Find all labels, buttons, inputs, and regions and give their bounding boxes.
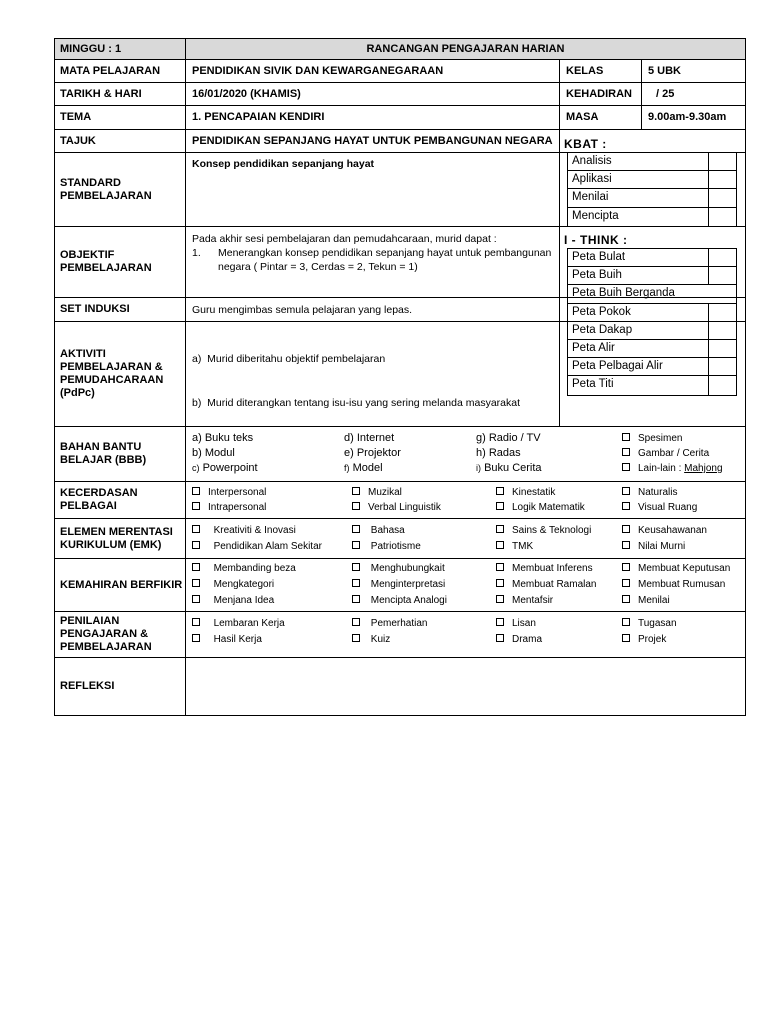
bbb-option-powerpoint: [192, 461, 258, 476]
option-label: Naturalis: [638, 487, 678, 498]
aktiviti-line: b) Murid diterangkan tentang isu-isu yang sering melanda masyarakat: [192, 396, 521, 409]
mata-pelajaran-value-cell: [185, 60, 559, 82]
bbb-option-label: Buku teks: [204, 432, 254, 444]
option-label: Menginterpretasi: [370, 579, 446, 590]
tajuk-value-cell: [185, 130, 559, 152]
aktiviti-label-line-2: PEMBELAJARAN &: [60, 361, 163, 373]
checkbox[interactable]: [496, 618, 504, 626]
checkbox[interactable]: [192, 563, 200, 571]
checkbox[interactable]: [352, 541, 360, 549]
option-naturalis[interactable]: [622, 485, 677, 500]
ithink-item-label: Peta Dakap: [572, 323, 633, 336]
mata-pelajaran-label: [55, 60, 185, 82]
option-label: Kinestatik: [512, 487, 556, 498]
kbat-item-label: Mencipta: [572, 209, 619, 222]
set-induksi-label: [55, 298, 185, 321]
bbb-option-letter: i): [476, 463, 481, 473]
option-label: Tugasan: [638, 618, 677, 629]
penilaian-label-line-2: PENGAJARAN &: [60, 628, 149, 640]
refleksi-label-text: REFLEKSI: [60, 680, 115, 692]
option-label: Mengkategori: [213, 579, 275, 590]
kbat-tick-box[interactable]: [708, 153, 736, 170]
standard-label-line-1: STANDARD: [60, 176, 121, 189]
ithink-tick-box[interactable]: [708, 304, 736, 321]
bbb-label: [55, 427, 185, 481]
option-tugasan[interactable]: [622, 616, 677, 631]
checkbox[interactable]: [622, 595, 630, 603]
bbb-option-model: [344, 461, 401, 476]
option-patriotisme[interactable]: [352, 539, 421, 554]
bbb-option-letter: f): [344, 463, 350, 473]
objektif-item-line-1: Menerangkan konsep pendidikan sepanjang hayat untuk pembangunan: [218, 247, 552, 259]
option-nilai-murni[interactable]: [622, 539, 685, 554]
option-label: Membuat Keputusan: [638, 563, 731, 574]
ithink-tick-box[interactable]: [708, 267, 736, 284]
checkbox[interactable]: [496, 487, 504, 495]
aktiviti-label-line-4: (PdPc): [60, 387, 95, 399]
checkbox[interactable]: [622, 618, 630, 626]
checkbox[interactable]: [622, 563, 630, 571]
set-induksi-label-text: SET INDUKSI: [60, 303, 130, 315]
checkbox[interactable]: [622, 525, 630, 533]
tajuk-label-text: TAJUK: [60, 134, 96, 147]
option-label: Sains & Teknologi: [512, 525, 592, 536]
checkbox[interactable]: [622, 634, 630, 642]
checkbox[interactable]: [352, 502, 360, 510]
option-label: Menghubungkait: [370, 563, 445, 574]
mata-pelajaran-label-text: MATA PELAJARAN: [60, 64, 161, 77]
mata-pelajaran-row: [55, 60, 745, 83]
option-label: Kuiz: [370, 634, 391, 645]
ithink-item-label: Peta Titi: [572, 378, 614, 391]
checkbox[interactable]: [622, 433, 630, 441]
bbb-option-label: Buku Cerita: [484, 462, 542, 474]
aktiviti-label: [55, 322, 185, 426]
option-verbal-linguistik[interactable]: [352, 500, 441, 515]
option-label: Spesimen: [638, 433, 683, 444]
kecerdasan-label-line-1: KECERDASAN: [60, 487, 138, 499]
set-induksi-value: Guru mengimbas semula pelajaran yang lepas.: [192, 303, 413, 316]
bbb-option-modul: [192, 446, 258, 461]
tema-value: 1. PENCAPAIAN KENDIRI: [192, 111, 325, 123]
kemahiran-label-text: KEMAHIRAN BERFIKIR: [60, 578, 183, 591]
kbat-item-label: Menilai: [572, 191, 609, 204]
bbb-option-letter: g): [476, 432, 486, 444]
emk-options: [185, 519, 745, 558]
aktiviti-label-line-3: PEMUDAHCARAAN: [60, 374, 164, 386]
ithink-item-peta-titi[interactable]: [568, 376, 736, 394]
checkbox[interactable]: [496, 541, 504, 549]
option-bahasa[interactable]: [352, 523, 405, 538]
checkbox[interactable]: [192, 595, 200, 603]
checkbox[interactable]: [352, 525, 360, 533]
ithink-tick-box[interactable]: [708, 358, 736, 375]
kehadiran-label: KEHADIRAN: [566, 87, 632, 100]
tarikh-value-cell: [185, 83, 559, 105]
checkbox[interactable]: [192, 541, 200, 549]
ithink-item-peta-dakap[interactable]: [568, 322, 736, 340]
ithink-item-label: Peta Bulat: [572, 251, 626, 263]
bbb-option-radio-tv: [476, 431, 542, 446]
emk-label-line-2: KURIKULUM (EMK): [60, 538, 162, 551]
bbb-option-internet: [344, 431, 401, 446]
option-mengkategori[interactable]: [192, 577, 274, 592]
checkbox[interactable]: [192, 487, 200, 495]
emk-label-line-1: ELEMEN MERENTASI: [60, 525, 173, 538]
option-logik-matematik[interactable]: [496, 500, 585, 515]
objektif-item-number: 1.: [192, 247, 201, 259]
header-row: [55, 39, 745, 60]
objektif-item: [192, 246, 553, 274]
option-label: Pendidikan Alam Sekitar: [213, 541, 322, 552]
bbb-label-line-1: BAHAN BANTU: [60, 441, 142, 453]
option-label: Membuat Inferens: [512, 563, 593, 574]
kbat-item-aplikasi[interactable]: [568, 171, 736, 189]
standard-label-line-2: PEMBELAJARAN: [60, 189, 152, 202]
tema-value-cell: [185, 106, 559, 129]
ithink-item-peta-buih-berganda[interactable]: [568, 285, 736, 303]
option-menjana-idea[interactable]: [192, 593, 274, 608]
bbb-col-1: [192, 431, 258, 476]
option-lisan[interactable]: [496, 616, 536, 631]
option-lembaran-kerja[interactable]: [192, 616, 285, 631]
ithink-tick-box[interactable]: [708, 340, 736, 357]
option-label: Bahasa: [370, 525, 405, 536]
checkbox[interactable]: [352, 487, 360, 495]
checkbox[interactable]: [192, 525, 200, 533]
kemahiran-label: [55, 559, 185, 611]
bbb-col-3: [476, 431, 542, 476]
checkbox[interactable]: [192, 634, 200, 642]
checkbox[interactable]: [622, 579, 630, 587]
option-label: Visual Ruang: [638, 502, 698, 513]
option-visual-ruang[interactable]: [622, 500, 697, 515]
bbb-option-letter: d): [344, 432, 354, 444]
masa-value: 9.00am-9.30am: [648, 111, 727, 123]
checkbox[interactable]: [622, 502, 630, 510]
ithink-tick-box[interactable]: [708, 376, 736, 394]
checkbox[interactable]: [352, 634, 360, 642]
aktiviti-line: a) Murid diberitahu objektif pembelajaran: [192, 353, 386, 365]
option-label: Lisan: [512, 618, 536, 629]
checkbox[interactable]: [352, 618, 360, 626]
lain-lain-value: Mahjong: [684, 463, 723, 474]
kbat-tick-box[interactable]: [708, 171, 736, 188]
option-keusahawanan[interactable]: [622, 523, 707, 538]
ithink-item-peta-pelbagai-alir[interactable]: [568, 358, 736, 376]
bbb-option-letter: e): [344, 447, 354, 459]
penilaian-label-line-1: PENILAIAN: [60, 615, 120, 627]
standard-value-cell: [185, 153, 559, 226]
kehadiran-label-cell: [559, 83, 641, 105]
ithink-tick-box[interactable]: [708, 249, 736, 266]
objektif-label: [55, 227, 185, 297]
standard-label: [55, 153, 185, 226]
refleksi-label: [55, 658, 185, 715]
mata-pelajaran-value: PENDIDIKAN SIVIK DAN KEWARGANEGARAAN: [192, 64, 444, 77]
kbat-title: KBAT :: [564, 137, 607, 151]
option-projek[interactable]: [622, 632, 666, 647]
ithink-item-label: Peta Pokok: [572, 305, 631, 318]
kelas-label-cell: [559, 60, 641, 82]
option-intrapersonal[interactable]: [192, 500, 266, 515]
penilaian-label-line-3: PEMBELAJARAN: [60, 641, 152, 653]
refleksi-field[interactable]: [185, 658, 745, 715]
bbb-option-projektor: [344, 446, 401, 461]
option-menghubungkait[interactable]: [352, 561, 445, 576]
ithink-item-peta-buih[interactable]: [568, 267, 736, 285]
form-title-cell: [185, 39, 745, 59]
option-label: Kreativiti & Inovasi: [213, 525, 296, 536]
kemahiran-row: [55, 559, 745, 612]
tema-label: [55, 106, 185, 129]
checkbox[interactable]: [352, 563, 360, 571]
minggu: MINGGU : 1: [60, 42, 122, 55]
masa-value-cell: [641, 106, 745, 129]
bbb-col-2: [344, 431, 401, 476]
tarikh-row: [55, 83, 745, 106]
option-label: Muzikal: [368, 487, 402, 498]
checkbox[interactable]: [496, 502, 504, 510]
option-kinestatik[interactable]: [496, 485, 555, 500]
option-label: Gambar / Cerita: [638, 448, 710, 459]
option-label: Interpersonal: [208, 487, 267, 498]
ithink-item-label: Peta Alir: [572, 341, 615, 354]
standard-value: Konsep pendidikan sepanjang hayat: [192, 158, 375, 170]
kecerdasan-row: [55, 482, 745, 519]
checkbox[interactable]: [496, 579, 504, 587]
option-label: Pemerhatian: [370, 618, 428, 629]
tajuk-value: PENDIDIKAN SEPANJANG HAYAT UNTUK PEMBANGUNAN NEGARA: [192, 134, 553, 147]
kbat-tick-box[interactable]: [708, 189, 736, 206]
option-sains-teknologi[interactable]: [496, 523, 591, 538]
option-label: Patriotisme: [370, 541, 421, 552]
penilaian-options: [185, 612, 745, 657]
ithink-item-label: Peta Buih Berganda: [572, 287, 675, 300]
ithink-title: I - THINK :: [564, 233, 628, 247]
kecerdasan-label: [55, 482, 185, 518]
option-menilai[interactable]: [622, 593, 670, 608]
option-label: Drama: [512, 634, 543, 645]
tarikh-label-text: TARIKH & HARI: [60, 87, 142, 100]
checkbox[interactable]: [496, 634, 504, 642]
checkbox[interactable]: [622, 463, 630, 471]
objektif-item-line-2: negara ( Pintar = 3, Cerdas = 2, Tekun = 1): [218, 261, 418, 273]
option-label: Projek: [638, 634, 667, 645]
bbb-option-letter: b): [192, 447, 202, 459]
ithink-tick-box[interactable]: [708, 322, 736, 339]
refleksi-row: [55, 658, 745, 715]
bbb-option-letter: c): [192, 463, 200, 473]
option-label: Verbal Linguistik: [368, 502, 441, 513]
bbb-option-label: Powerpoint: [202, 462, 258, 474]
penilaian-label: [55, 612, 185, 657]
bbb-option-label: Model: [352, 462, 383, 474]
option-membuat-rumusan[interactable]: [622, 577, 725, 592]
option-mencipta-analogi[interactable]: [352, 593, 447, 608]
emk-label: [55, 519, 185, 558]
objektif-label-line-1: OBJEKTIF: [60, 249, 115, 261]
option-label: Mentafsir: [512, 595, 554, 606]
objektif-label-line-2: PEMBELAJARAN: [60, 262, 152, 274]
bbb-option-label: Internet: [356, 432, 395, 444]
kelas-label: KELAS: [566, 64, 604, 77]
bbb-row: [55, 427, 745, 482]
kecerdasan-label-line-2: PELBAGAI: [60, 500, 117, 512]
objektif-value-cell: [185, 227, 559, 297]
bbb-option-spesimen[interactable]: [622, 431, 682, 446]
kbat-list: [567, 152, 737, 227]
option-label: Membanding beza: [213, 563, 296, 574]
option-label: TMK: [512, 541, 534, 552]
bbb-option-gambar[interactable]: [622, 446, 709, 461]
option-membuat-ramalan[interactable]: [496, 577, 596, 592]
bbb-option-label: Projektor: [356, 447, 401, 459]
checkbox[interactable]: [496, 595, 504, 603]
option-label: Membuat Rumusan: [638, 579, 726, 590]
option-membuat-inferens[interactable]: [496, 561, 593, 576]
option-pemerhatian[interactable]: [352, 616, 427, 631]
emk-row: [55, 519, 745, 559]
checkbox[interactable]: [622, 448, 630, 456]
option-label: Intrapersonal: [208, 502, 267, 513]
option-label: Lembaran Kerja: [213, 618, 285, 629]
form-title: RANCANGAN PENGAJARAN HARIAN: [366, 42, 565, 55]
checkbox[interactable]: [192, 579, 200, 587]
bbb-option-letter: h): [476, 447, 486, 459]
bbb-option-buku-cerita: [476, 461, 542, 476]
option-drama[interactable]: [496, 632, 542, 647]
checkbox[interactable]: [192, 618, 200, 626]
bbb-option-radas: [476, 446, 542, 461]
option-label: Lain-lain :: [638, 463, 685, 474]
ithink-item-label: Peta Buih: [572, 269, 622, 282]
masa-label: MASA: [566, 111, 599, 123]
set-induksi-value-cell: [185, 298, 559, 321]
tema-label-text: TEMA: [60, 111, 92, 123]
option-hasil-kerja[interactable]: [192, 632, 262, 647]
option-label: Membuat Ramalan: [512, 579, 597, 590]
option-label: Keusahawanan: [638, 525, 707, 536]
checkbox[interactable]: [192, 502, 200, 510]
kbat-tick-box[interactable]: [708, 208, 736, 226]
option-interpersonal[interactable]: [192, 485, 266, 500]
option-kreativiti[interactable]: [192, 523, 296, 538]
bbb-option-label: Radas: [488, 447, 521, 459]
tarikh-value: 16/01/2020 (KHAMIS): [192, 87, 301, 100]
option-label: Mencipta Analogi: [370, 595, 447, 606]
tema-row: [55, 106, 745, 130]
ithink-item-peta-bulat[interactable]: [568, 249, 736, 267]
kbat-item-label: Aplikasi: [572, 173, 612, 186]
kecerdasan-options: [185, 482, 745, 518]
penilaian-row: [55, 612, 745, 658]
checkbox[interactable]: [352, 579, 360, 587]
ithink-item-peta-alir[interactable]: [568, 340, 736, 358]
option-label: Menjana Idea: [213, 595, 275, 606]
tarikh-label: [55, 83, 185, 105]
bbb-option-buku-teks: [192, 431, 258, 446]
option-mentafsir[interactable]: [496, 593, 553, 608]
kbat-item-mencipta[interactable]: [568, 208, 736, 226]
option-label: Nilai Murni: [638, 541, 686, 552]
option-menginterpretasi[interactable]: [352, 577, 445, 592]
option-tmk[interactable]: [496, 539, 533, 554]
option-kuiz[interactable]: [352, 632, 390, 647]
aktiviti-label-line-1: AKTIVITI: [60, 348, 106, 360]
ithink-item-label: Peta Pelbagai Alir: [572, 360, 663, 373]
kbat-item-label: Analisis: [572, 155, 612, 167]
checkbox[interactable]: [496, 525, 504, 533]
bbb-label-line-2: BELAJAR (BBB): [60, 454, 147, 466]
option-label: Logik Matematik: [512, 502, 585, 513]
minggu-cell: [55, 39, 185, 59]
objektif-intro: Pada akhir sesi pembelajaran dan pemudahcaraan, murid dapat :: [192, 233, 497, 245]
option-membanding-beza[interactable]: [192, 561, 296, 576]
bbb-option-label: Radio / TV: [488, 432, 541, 444]
masa-label-cell: [559, 106, 641, 129]
bbb-options-cell: [185, 427, 745, 481]
checkbox[interactable]: [496, 563, 504, 571]
checkbox[interactable]: [622, 487, 630, 495]
tajuk-label: [55, 130, 185, 152]
bbb-option-letter: a): [192, 432, 202, 444]
kbat-item-menilai[interactable]: [568, 189, 736, 207]
kbat-item-analisis[interactable]: [568, 153, 736, 171]
ithink-tick-box[interactable]: [709, 285, 736, 302]
ithink-list: [567, 248, 737, 396]
kemahiran-options: [185, 559, 745, 611]
option-pendidikan-alam-sekitar[interactable]: [192, 539, 322, 554]
kelas-value: 5 UBK: [648, 64, 682, 77]
bbb-option-lain-lain[interactable]: [622, 461, 723, 476]
option-label: Menilai: [638, 595, 670, 606]
option-muzikal[interactable]: [352, 485, 402, 500]
kehadiran-value-cell: [641, 83, 745, 105]
checkbox[interactable]: [622, 541, 630, 549]
aktiviti-value-cell: [185, 322, 559, 426]
ithink-item-peta-pokok[interactable]: [568, 304, 736, 322]
kehadiran-value: / 25: [656, 87, 675, 100]
checkbox[interactable]: [352, 595, 360, 603]
option-label: Hasil Kerja: [213, 634, 262, 645]
bbb-option-label: Modul: [204, 447, 235, 459]
kelas-value-cell: [641, 60, 745, 82]
option-membuat-keputusan[interactable]: [622, 561, 730, 576]
